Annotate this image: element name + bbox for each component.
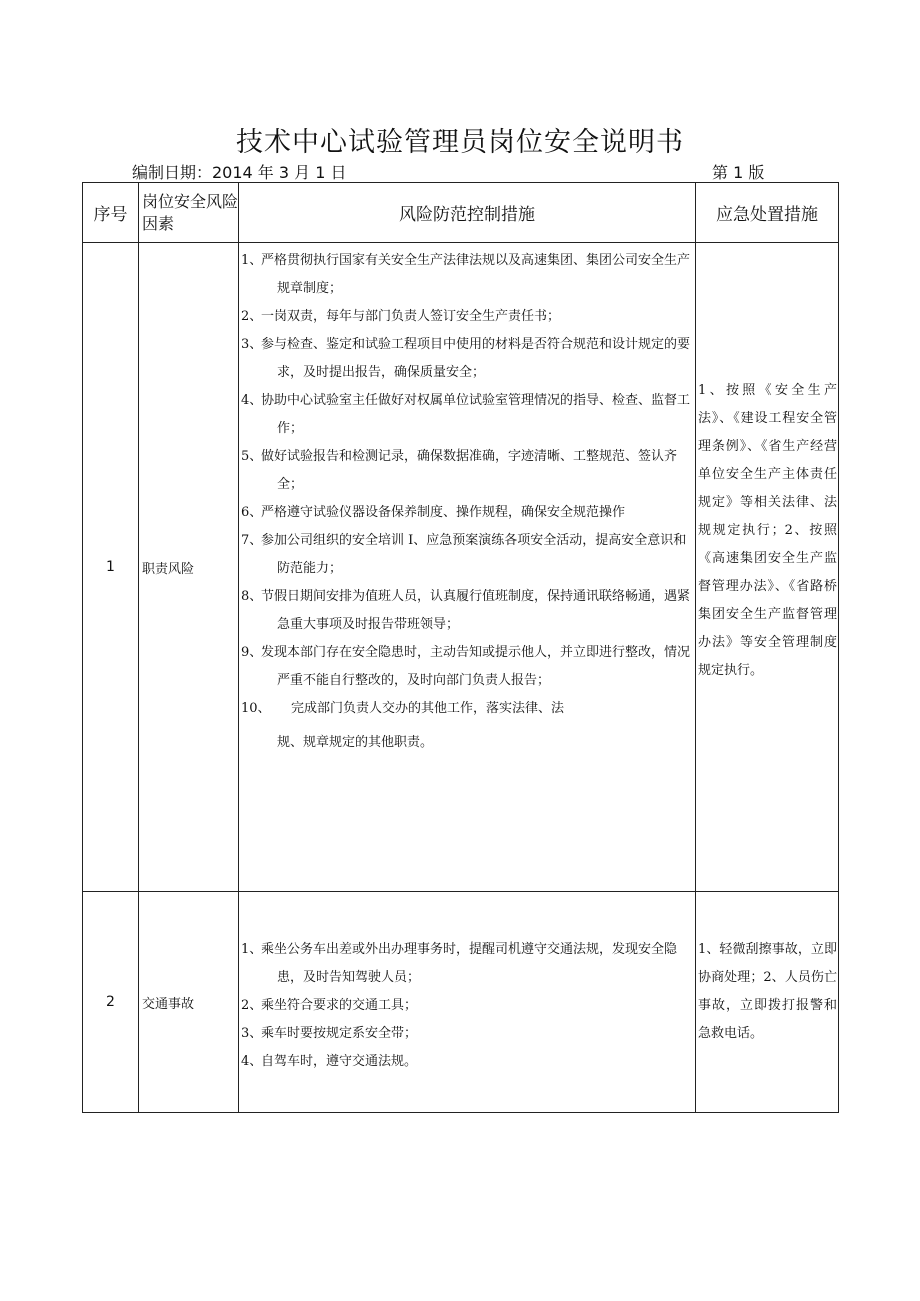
- list-item: 9、发现本部门存在安全隐患时，主动告知或提示他人，并立即进行整改，情况严重不能自行整改的，及时向部门负责人报告；: [241, 645, 691, 688]
- list-item: 1、乘坐公务车出差或外出办理事务时，提醒司机遵守交通法规，发现安全隐患，及时告知驾驶人员；: [241, 942, 678, 985]
- list-item: 3、参与检查、鉴定和试验工程项目中使用的材料是否符合规范和设计规定的要求，及时提出报告，确保质量安全；: [241, 337, 691, 380]
- row-control-measures: [239, 243, 696, 892]
- list-item: 10、 完成部门负责人交办的其他工作，落实法律、法: [241, 701, 565, 716]
- list-item: 3、乘车时要按规定系安全带；: [241, 1026, 418, 1041]
- row-emergency-measures: 1、轻微刮擦事故，立即协商处理；2、人员伤亡事故，立即拨打报警和急救电话。: [696, 892, 839, 1113]
- table-row: [83, 892, 839, 1113]
- row-risk-factor: 交通事故: [139, 892, 239, 1113]
- list-item: 2、乘坐符合要求的交通工具；: [241, 998, 418, 1013]
- header-risk-factor: 岗位安全风险因素: [139, 183, 239, 243]
- table-header-row: [83, 183, 839, 243]
- row-seq: 2: [83, 892, 139, 1113]
- list-item-continuation: 规、规章规定的其他职责。: [277, 735, 434, 750]
- row-emergency-measures: 1、按照《安全生产法》、《建设工程安全管理条例》、《省生产经营单位安全生产主体责任规定》等相关法律、法规规定执行；2、按照《高速集团安全生产监督管理办法》、《省路桥集团安全生产监督管理办法》等安全管理制度规定执行。: [696, 243, 839, 892]
- row-risk-factor: 职责风险: [139, 243, 239, 892]
- list-item: 2、一岗双责，每年与部门负责人签订安全生产责任书；: [241, 309, 561, 324]
- row-seq: 1: [83, 243, 139, 892]
- list-item: 1、严格贯彻执行国家有关安全生产法律法规以及高速集团、集团公司安全生产规章制度；: [241, 253, 691, 296]
- row-control-measures: [239, 892, 696, 1113]
- document-title: 技术中心试验管理员岗位安全说明书: [236, 127, 684, 158]
- list-item: 4、协助中心试验室主任做好对权属单位试验室管理情况的指导、检查、监督工作；: [241, 393, 691, 436]
- table-row: [83, 243, 839, 892]
- safety-table: [82, 182, 839, 1113]
- list-item: 7、参加公司组织的安全培训 I、应急预案演练各项安全活动，提高安全意识和防范能力；: [241, 533, 687, 576]
- header-control-measures: 风险防范控制措施: [239, 183, 696, 243]
- list-item: 4、自驾车时，遵守交通法规。: [241, 1054, 418, 1069]
- header-emergency-measures: 应急处置措施: [696, 183, 839, 243]
- list-item: 6、严格遵守试验仪器设备保养制度、操作规程，确保安全规范操作: [241, 505, 626, 520]
- header-seq: 序号: [83, 183, 139, 243]
- list-item: 8、节假日期间安排为值班人员，认真履行值班制度，保持通讯联络畅通，遇紧急重大事项及时报告带班领导；: [241, 589, 691, 632]
- compile-date: 编制日期：2014 年 3 月 1 日: [132, 163, 347, 182]
- list-item: 5、做好试验报告和检测记录，确保数据准确，字迹清晰、工整规范、签认齐全；: [241, 449, 678, 492]
- version-label: 第 1 版: [712, 163, 765, 182]
